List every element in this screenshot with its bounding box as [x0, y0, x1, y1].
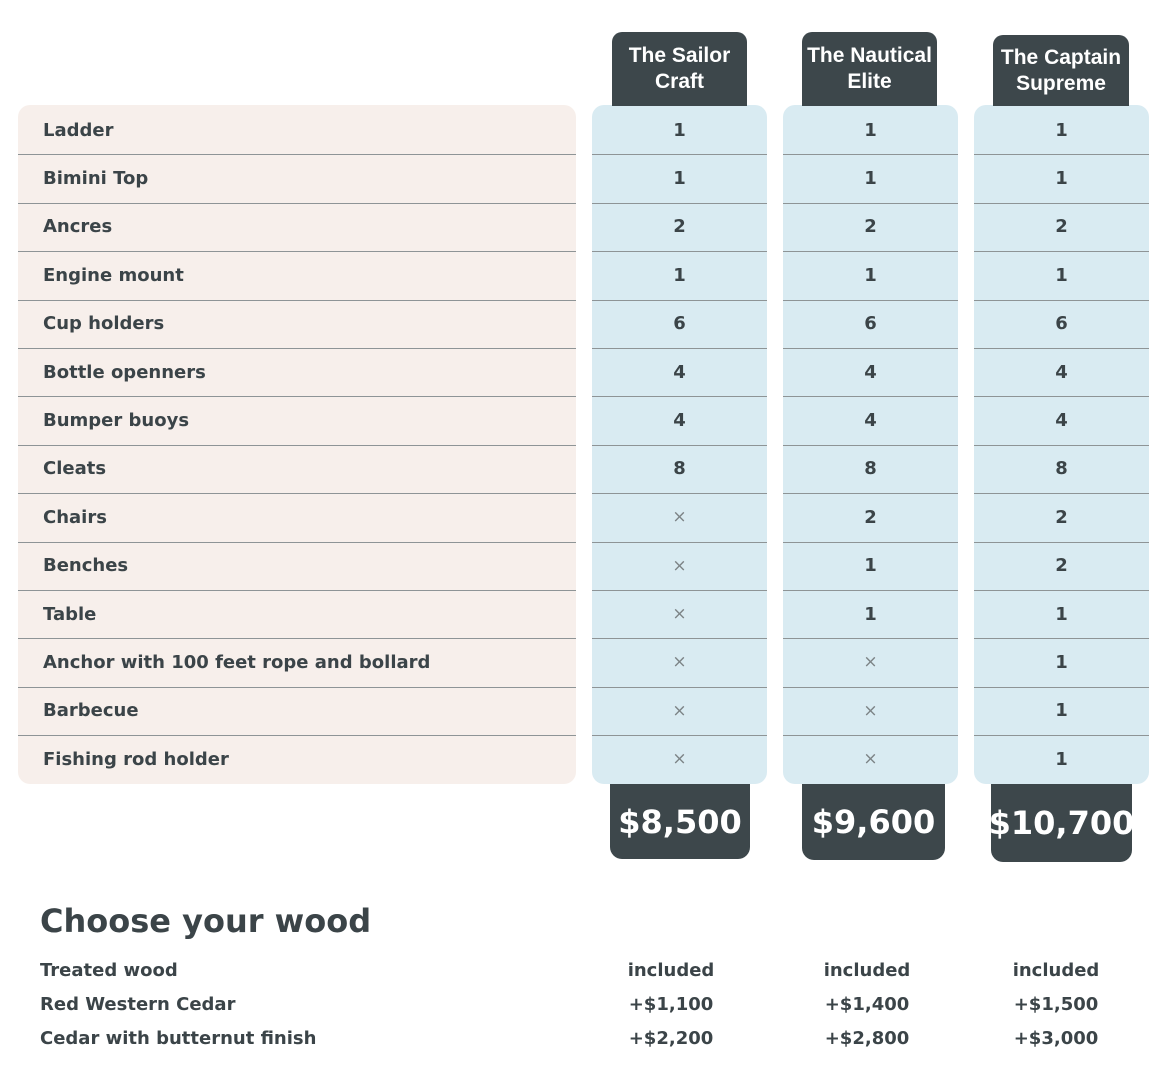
plan-header-sailor-craft: [612, 32, 747, 106]
wood-option-price: +$1,100: [628, 993, 714, 1015]
wood-option-price: +$1,400: [824, 993, 910, 1015]
plan-header-nautical-elite: [802, 32, 937, 106]
feature-label: Benches: [43, 555, 129, 577]
wood-option-price: included: [1012, 959, 1100, 981]
feature-quantity: 1: [673, 167, 686, 189]
feature-label: Table: [43, 603, 97, 625]
feature-quantity: 2: [673, 216, 686, 238]
price-nautical-elite: $9,600: [802, 784, 945, 860]
feature-quantity: 1: [864, 264, 877, 286]
table-row: [0, 493, 1174, 541]
not-included-icon: ×: [863, 652, 878, 673]
wood-option-price: +$2,200: [628, 1027, 714, 1049]
not-included-icon: ×: [863, 700, 878, 721]
wood-option-label: Cedar with butternut finish: [40, 1027, 317, 1049]
feature-quantity: 8: [673, 458, 686, 480]
feature-quantity: 1: [1055, 651, 1068, 673]
feature-quantity: 1: [1055, 167, 1068, 189]
feature-quantity: 4: [673, 409, 686, 431]
feature-quantity: 1: [864, 555, 877, 577]
feature-quantity: 2: [864, 506, 877, 528]
feature-quantity: 4: [864, 361, 877, 383]
feature-label: Cup holders: [43, 313, 165, 335]
feature-quantity: 1: [1055, 748, 1068, 770]
plan-name-line1: The Captain: [1000, 45, 1122, 69]
wood-option-row: [0, 953, 1174, 987]
table-row: [0, 203, 1174, 251]
feature-quantity: 1: [864, 603, 877, 625]
wood-option-price: +$2,800: [824, 1027, 910, 1049]
not-included-icon: ×: [672, 555, 687, 576]
table-row: [0, 735, 1174, 783]
table-row: [0, 638, 1174, 686]
feature-quantity: 4: [864, 409, 877, 431]
table-row: [0, 106, 1174, 154]
feature-quantity: 6: [673, 313, 686, 335]
feature-quantity: 1: [1055, 119, 1068, 141]
plan-name-line2: Supreme: [1016, 71, 1106, 95]
table-row: [0, 154, 1174, 202]
not-included-icon: ×: [672, 507, 687, 528]
price-captain-supreme: $10,700: [991, 784, 1132, 862]
plan-name-line2: Craft: [654, 70, 704, 93]
plan-name-line1: The Nautical: [807, 44, 932, 67]
table-row: [0, 687, 1174, 735]
plan-header-captain-supreme: [993, 35, 1129, 106]
feature-label: Chairs: [43, 506, 107, 528]
wood-option-price: included: [627, 959, 715, 981]
feature-quantity: 4: [673, 361, 686, 383]
feature-label: Bottle openners: [43, 361, 206, 383]
plan-name-line1: The Sailor: [628, 44, 731, 67]
feature-quantity: 2: [1055, 506, 1068, 528]
plan-name-line2: Elite: [847, 70, 892, 93]
table-row: [0, 396, 1174, 444]
wood-option-price: +$3,000: [1013, 1027, 1099, 1049]
feature-quantity: 6: [864, 313, 877, 335]
table-row: [0, 300, 1174, 348]
not-included-icon: ×: [672, 652, 687, 673]
not-included-icon: ×: [672, 700, 687, 721]
feature-quantity: 1: [864, 119, 877, 141]
feature-label: Barbecue: [43, 700, 139, 722]
table-row: [0, 590, 1174, 638]
wood-section-title: Choose your wood: [40, 902, 372, 940]
feature-label: Anchor with 100 feet rope and bollard: [43, 651, 431, 673]
feature-quantity: 2: [1055, 555, 1068, 577]
wood-option-label: Treated wood: [40, 959, 178, 981]
feature-quantity: 1: [1055, 264, 1068, 286]
table-row: [0, 348, 1174, 396]
feature-quantity: 1: [673, 264, 686, 286]
feature-label: Cleats: [43, 458, 107, 480]
feature-quantity: 8: [864, 458, 877, 480]
not-included-icon: ×: [863, 749, 878, 770]
feature-quantity: 6: [1055, 313, 1068, 335]
feature-label: Bumper buoys: [43, 409, 190, 431]
not-included-icon: ×: [672, 749, 687, 770]
feature-quantity: 2: [864, 216, 877, 238]
table-row: [0, 542, 1174, 590]
feature-quantity: 1: [864, 167, 877, 189]
wood-option-label: Red Western Cedar: [40, 993, 236, 1015]
feature-quantity: 4: [1055, 409, 1068, 431]
feature-quantity: 2: [1055, 216, 1068, 238]
table-row: [0, 445, 1174, 493]
feature-label: Fishing rod holder: [43, 748, 229, 770]
feature-label: Bimini Top: [43, 167, 149, 189]
feature-quantity: 4: [1055, 361, 1068, 383]
not-included-icon: ×: [672, 604, 687, 624]
table-row: [0, 251, 1174, 299]
wood-option-row: [0, 987, 1174, 1021]
feature-quantity: 1: [1055, 603, 1068, 625]
feature-label: Ancres: [43, 216, 113, 238]
feature-quantity: 8: [1055, 458, 1068, 480]
wood-option-row: [0, 1021, 1174, 1055]
wood-option-price: +$1,500: [1013, 993, 1099, 1015]
feature-quantity: 1: [673, 119, 686, 141]
feature-label: Engine mount: [43, 264, 184, 286]
wood-option-price: included: [823, 959, 911, 981]
feature-label: Ladder: [43, 119, 114, 141]
feature-quantity: 1: [1055, 700, 1068, 722]
price-sailor-craft: $8,500: [610, 784, 750, 859]
